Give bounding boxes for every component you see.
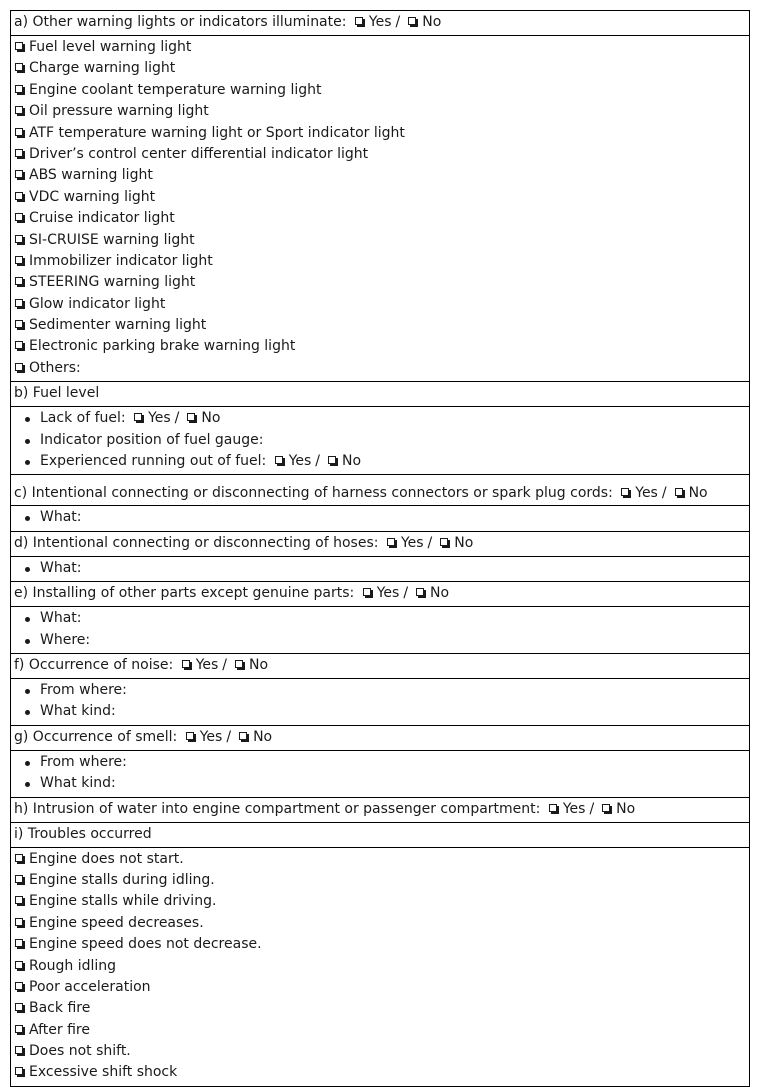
checklist-item: Engine does not start. xyxy=(14,849,746,870)
yes-checkbox[interactable] xyxy=(275,456,283,464)
checkbox[interactable] xyxy=(15,363,23,371)
checklist-item: STEERING warning light xyxy=(14,272,746,293)
section-i-title: i) Troubles occurred xyxy=(14,825,152,842)
checklist-item: Engine stalls while driving. xyxy=(14,891,746,912)
checklist-item: Sedimenter warning light xyxy=(14,315,746,336)
checkbox[interactable] xyxy=(15,63,23,71)
checklist-item: Excessive shift shock xyxy=(14,1062,746,1083)
no-checkbox[interactable] xyxy=(328,456,336,464)
checkbox[interactable] xyxy=(15,170,23,178)
checkbox[interactable] xyxy=(15,213,23,221)
checkbox[interactable] xyxy=(15,896,23,904)
bullet-item: What: xyxy=(14,558,746,579)
section-e-items xyxy=(11,607,749,654)
checkbox[interactable] xyxy=(15,106,23,114)
no-checkbox[interactable] xyxy=(416,588,424,596)
section-g-items xyxy=(11,751,749,798)
checklist-item: Fuel level warning light xyxy=(14,37,746,58)
checklist-item: Engine speed decreases. xyxy=(14,913,746,934)
section-a-yes-no: Yes / No xyxy=(351,14,441,30)
no-checkbox[interactable] xyxy=(187,413,195,421)
yes-checkbox[interactable] xyxy=(363,588,371,596)
checkbox[interactable] xyxy=(15,341,23,349)
checkbox[interactable] xyxy=(15,192,23,200)
checkbox[interactable] xyxy=(15,1046,23,1054)
section-h-header: h) Intrusion of water into engine compartment or passenger compartment: Yes / No xyxy=(11,798,749,823)
section-c-title: c) Intentional connecting or disconnecting of harness connectors or spark plug cords: xyxy=(14,485,613,502)
checklist-item: Engine coolant temperature warning light xyxy=(14,80,746,101)
checklist-item: Others: xyxy=(14,358,746,379)
checkbox[interactable] xyxy=(15,1067,23,1075)
bullet-item: What kind: xyxy=(14,773,746,794)
no-checkbox[interactable] xyxy=(440,538,448,546)
checklist-item: Driver’s control center differential indicator light xyxy=(14,144,746,165)
checklist-item: Charge warning light xyxy=(14,58,746,79)
section-c-items xyxy=(11,506,749,531)
checklist-item: VDC warning light xyxy=(14,187,746,208)
bullet-item: Indicator position of fuel gauge: xyxy=(14,430,746,451)
checkbox[interactable] xyxy=(15,854,23,862)
bullet-item: What: xyxy=(14,507,746,528)
checkbox[interactable] xyxy=(15,1003,23,1011)
section-f-header: f) Occurrence of noise: Yes / No xyxy=(11,654,749,679)
bullet-item: What: xyxy=(14,608,746,629)
checkbox[interactable] xyxy=(15,320,23,328)
bullet-item: From where: xyxy=(14,752,746,773)
section-b-header xyxy=(11,382,749,407)
checklist-item: SI-CRUISE warning light xyxy=(14,230,746,251)
checklist-item: Immobilizer indicator light xyxy=(14,251,746,272)
checklist-item: Engine stalls during idling. xyxy=(14,870,746,891)
section-f-items xyxy=(11,679,749,726)
checklist-item: Engine speed does not decrease. xyxy=(14,934,746,955)
checklist-item: Poor acceleration xyxy=(14,977,746,998)
checklist-item: Rough idling xyxy=(14,956,746,977)
checklist-item: Back fire xyxy=(14,998,746,1019)
yes-checkbox[interactable] xyxy=(186,732,194,740)
section-a-title: a) Other warning lights or indicators illuminate: xyxy=(14,14,347,30)
section-a-header xyxy=(11,11,749,36)
bullet-item: Where: xyxy=(14,630,746,651)
checklist-item: Does not shift. xyxy=(14,1041,746,1062)
checklist-item: Oil pressure warning light xyxy=(14,101,746,122)
no-checkbox[interactable] xyxy=(408,17,416,25)
checkbox[interactable] xyxy=(15,277,23,285)
section-e-header: e) Installing of other parts except genuine parts: Yes / No xyxy=(11,582,749,607)
checkbox[interactable] xyxy=(15,961,23,969)
yes-checkbox[interactable] xyxy=(182,660,190,668)
checklist-form xyxy=(10,10,750,1087)
yes-checkbox[interactable] xyxy=(355,17,363,25)
checklist-item: Glow indicator light xyxy=(14,294,746,315)
checklist-item: Electronic parking brake warning light xyxy=(14,336,746,357)
section-g-header: g) Occurrence of smell: Yes / No xyxy=(11,726,749,751)
section-d-items xyxy=(11,557,749,582)
section-i-items xyxy=(11,848,749,1087)
section-e-title: e) Installing of other parts except genuine parts: xyxy=(14,585,355,602)
checkbox[interactable] xyxy=(15,1025,23,1033)
checkbox[interactable] xyxy=(15,918,23,926)
section-d-header: d) Intentional connecting or disconnecting of hoses: Yes / No xyxy=(11,532,749,557)
no-checkbox[interactable] xyxy=(602,804,610,812)
section-i-header xyxy=(11,823,749,848)
checklist-item: After fire xyxy=(14,1020,746,1041)
bullet-item: Experienced running out of fuel: Yes / No xyxy=(14,451,746,472)
section-c-header: c) Intentional connecting or disconnecting of harness connectors or spark plug cords: Yes / No xyxy=(11,475,749,506)
checkbox[interactable] xyxy=(15,299,23,307)
section-b-items xyxy=(11,407,749,475)
section-b-title: b) Fuel level xyxy=(14,385,100,402)
checkbox[interactable] xyxy=(15,875,23,883)
section-a-items xyxy=(11,36,749,382)
checklist-item: ABS warning light xyxy=(14,165,746,186)
bullet-item: What kind: xyxy=(14,701,746,722)
checkbox[interactable] xyxy=(15,85,23,93)
yes-checkbox[interactable] xyxy=(549,804,557,812)
no-checkbox[interactable] xyxy=(235,660,243,668)
section-h-title: h) Intrusion of water into engine compartment or passenger compartment: xyxy=(14,800,541,817)
checkbox[interactable] xyxy=(15,939,23,947)
checkbox[interactable] xyxy=(15,235,23,243)
no-checkbox[interactable] xyxy=(239,732,247,740)
bullet-item: From where: xyxy=(14,680,746,701)
checkbox[interactable] xyxy=(15,982,23,990)
no-checkbox[interactable] xyxy=(675,488,683,496)
checkbox[interactable] xyxy=(15,128,23,136)
bullet-item: Lack of fuel: Yes / No xyxy=(14,408,746,429)
section-g-title: g) Occurrence of smell: xyxy=(14,728,178,745)
yes-checkbox[interactable] xyxy=(387,538,395,546)
checklist-item: ATF temperature warning light or Sport indicator light xyxy=(14,123,746,144)
section-f-title: f) Occurrence of noise: xyxy=(14,656,174,673)
yes-checkbox[interactable] xyxy=(134,413,142,421)
yes-checkbox[interactable] xyxy=(621,488,629,496)
checkbox[interactable] xyxy=(15,149,23,157)
section-d-title: d) Intentional connecting or disconnecting of hoses: xyxy=(14,534,379,551)
checkbox[interactable] xyxy=(15,256,23,264)
checkbox[interactable] xyxy=(15,42,23,50)
checklist-item: Cruise indicator light xyxy=(14,208,746,229)
